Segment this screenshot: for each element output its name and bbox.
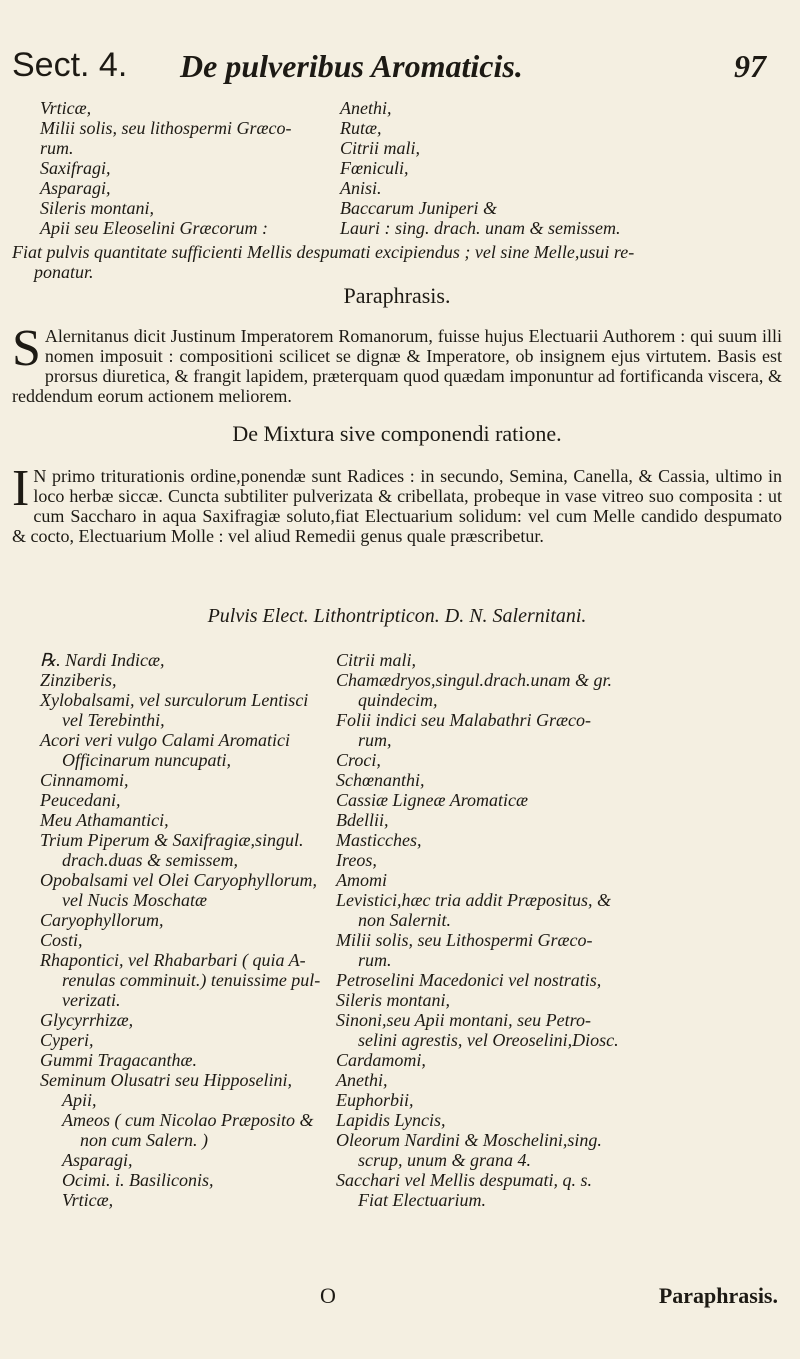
recipe-line: Lapidis Lyncis,: [336, 1110, 446, 1130]
recipe-line: Croci,: [336, 750, 381, 770]
recipe-line: quindecim,: [358, 690, 438, 710]
recipe-line: drach.duas & semissem,: [62, 850, 238, 870]
signature-mark: O: [320, 1283, 336, 1308]
recipe-line: non cum Salern. ): [80, 1130, 208, 1150]
recipe-line: Oleorum Nardini & Moschelini,sing.: [336, 1130, 602, 1150]
section-number: Sect. 4.: [12, 46, 128, 84]
ingredient-line: Rutæ,: [340, 118, 382, 138]
fiat-line-continued: ponatur.: [34, 262, 94, 282]
mixtura-dropcap: I: [12, 460, 30, 517]
recipe-line: vel Nucis Moschatæ: [62, 890, 207, 910]
recipe-line: Amomi: [336, 870, 387, 890]
recipe-line: Meu Athamantici,: [40, 810, 169, 830]
recipe-line: Asparagi,: [62, 1150, 133, 1170]
catchword: Paraphrasis.: [658, 1283, 778, 1308]
recipe-line: Milii solis, seu Lithospermi Græco-: [336, 930, 593, 950]
recipe-line: Apii,: [62, 1090, 97, 1110]
mixtura-heading: De Mixtura sive componendi ratione.: [232, 421, 562, 446]
recipe-line: Sinoni,seu Apii montani, seu Petro-: [336, 1010, 591, 1030]
recipe-line: Costi,: [40, 930, 83, 950]
page-footer: [12, 1283, 778, 1313]
recipe-line: Chamædryos,singul.drach.unam & gr.: [336, 670, 613, 690]
recipe-list: [40, 650, 776, 1210]
recipe-line: Euphorbii,: [336, 1090, 414, 1110]
pulvis-heading-text: Pulvis Elect. Lithontripticon. D. N. Salernitani.: [207, 605, 587, 627]
recipe-line: selini agrestis, vel Oreoselini,Diosc.: [358, 1030, 619, 1050]
ingredient-line: Saxifragi,: [40, 158, 111, 178]
page-title: De pulveribus Aromaticis.: [180, 48, 523, 84]
ingredient-line: Vrticæ,: [40, 98, 92, 118]
recipe-line: Sileris montani,: [336, 990, 451, 1010]
recipe-line: verizati.: [62, 990, 121, 1010]
recipe-line: Cyperi,: [40, 1030, 94, 1050]
ingredient-line: Milii solis, seu lithospermi Græco-: [40, 118, 292, 138]
recipe-line: vel Terebinthi,: [62, 710, 165, 730]
recipe-line: Anethi,: [336, 1070, 388, 1090]
ingredient-line: Fœniculi,: [340, 158, 409, 178]
ingredient-line: Anisi.: [340, 178, 382, 198]
recipe-line: Sacchari vel Mellis despumati, q. s.: [336, 1170, 592, 1190]
ingredient-column-right: [340, 98, 740, 238]
recipe-line: Peucedani,: [40, 790, 121, 810]
recipe-line: Cardamomi,: [336, 1050, 426, 1070]
recipe-line: Fiat Electuarium.: [358, 1190, 486, 1210]
recipe-line: rum,: [358, 730, 392, 750]
recipe-line: Glycyrrhizæ,: [40, 1010, 134, 1030]
recipe-line: Schœnanthi,: [336, 770, 425, 790]
paraphrasis-paragraph: [12, 320, 782, 406]
running-header: [12, 46, 774, 94]
recipe-line: Bdellii,: [336, 810, 389, 830]
recipe-line: Citrii mali,: [336, 650, 417, 670]
recipe-line: Ocimi. i. Basiliconis,: [62, 1170, 214, 1190]
ingredient-line: Baccarum Juniperi &: [340, 198, 497, 218]
recipe-line: Masticches,: [336, 830, 422, 850]
recipe-line: Caryophyllorum,: [40, 910, 164, 930]
recipe-line: Opobalsami vel Olei Caryophyllorum,: [40, 870, 317, 890]
recipe-line: Trium Piperum & Saxifragiæ,singul.: [40, 830, 304, 850]
recipe-line: scrup, unum & grana 4.: [358, 1150, 532, 1170]
recipe-line: Seminum Olusatri seu Hipposelini,: [40, 1070, 292, 1090]
ingredient-line: Anethi,: [340, 98, 392, 118]
ingredient-line: Apii seu Eleoselini Græcorum :: [40, 218, 268, 238]
ingredient-line: Asparagi,: [40, 178, 111, 198]
recipe-line: rum.: [358, 950, 392, 970]
recipe-line: Folii indici seu Malabathri Græco-: [336, 710, 591, 730]
fiat-instruction: [12, 242, 782, 282]
recipe-line: Acori veri vulgo Calami Aromatici: [40, 730, 290, 750]
recipe-column-left: [40, 650, 336, 1210]
recipe-line: Ireos,: [336, 850, 377, 870]
recipe-line: Zinziberis,: [40, 670, 117, 690]
ingredient-column-left: [40, 98, 340, 238]
recipe-line: Cassiæ Ligneæ Aromaticæ: [336, 790, 529, 810]
recipe-line: Levistici,hæc tria addit Præpositus, &: [336, 890, 612, 910]
fiat-line: Fiat pulvis quantitate sufficienti Mellis despumati excipiendus ; vel sine Melle,usui re-: [12, 242, 635, 262]
recipe-column-right: [336, 650, 776, 1210]
recipe-line: Rhapontici, vel Rhabarbari ( quia A-: [40, 950, 306, 970]
recipe-line: ℞. Nardi Indicæ,: [40, 650, 165, 670]
ingredient-line: Lauri : sing. drach. unam & semissem.: [340, 218, 621, 238]
ingredient-line: Citrii mali,: [340, 138, 421, 158]
ingredient-line: rum.: [40, 138, 74, 158]
recipe-line: Vrticæ,: [62, 1190, 114, 1210]
recipe-line: renulas comminuit.) tenuissime pul-: [62, 970, 321, 990]
recipe-line: Ameos ( cum Nicolao Præposito &: [62, 1110, 314, 1130]
paraphrasis-dropcap: S: [12, 320, 41, 377]
recipe-line: Gummi Tragacanthæ.: [40, 1050, 198, 1070]
mixtura-text: N primo triturationis ordine,ponendæ sunt Radices : in secundo, Semina, Canella, & Cassia, ultimo in loco herbæ siccæ. Cuncta subtiliter pulverizata & cribellata, probeque in vase vitreo suo composita : ut cum Saccharo in aqua Saxifragiæ soluto,fiat Electuarium solidum: vel cum Melle candido despumato & cocto, Electuarium Molle : vel aliud Remedii genus quale præscribetur.: [12, 466, 782, 546]
recipe-line: Cinnamomi,: [40, 770, 129, 790]
paraphrasis-heading: Paraphrasis.: [343, 283, 451, 308]
ingredient-list-top: [40, 98, 740, 238]
page-number: 97: [734, 48, 766, 84]
recipe-line: Xylobalsami, vel surculorum Lentisci: [40, 690, 309, 710]
pulvis-heading: [12, 606, 782, 626]
mixtura-paragraph: [12, 460, 782, 546]
paraphrasis-text: Alernitanus dicit Justinum Imperatorem Romanorum, fuisse hujus Electuarii Authorem : qui suum illi nomen imposuit : compositioni scilicet se dignæ & Imperatore, ob insignem ejus virtutem. Basis est prorsus diuretica, & frangit lapidem, præterquam quod quædam imponuntur ad fortificanda viscera, & reddendum eorum actionem meliorem.: [12, 326, 782, 406]
recipe-line: non Salernit.: [358, 910, 451, 930]
recipe-line: Officinarum nuncupati,: [62, 750, 231, 770]
ingredient-line: Sileris montani,: [40, 198, 155, 218]
recipe-line: Petroselini Macedonici vel nostratis,: [336, 970, 602, 990]
